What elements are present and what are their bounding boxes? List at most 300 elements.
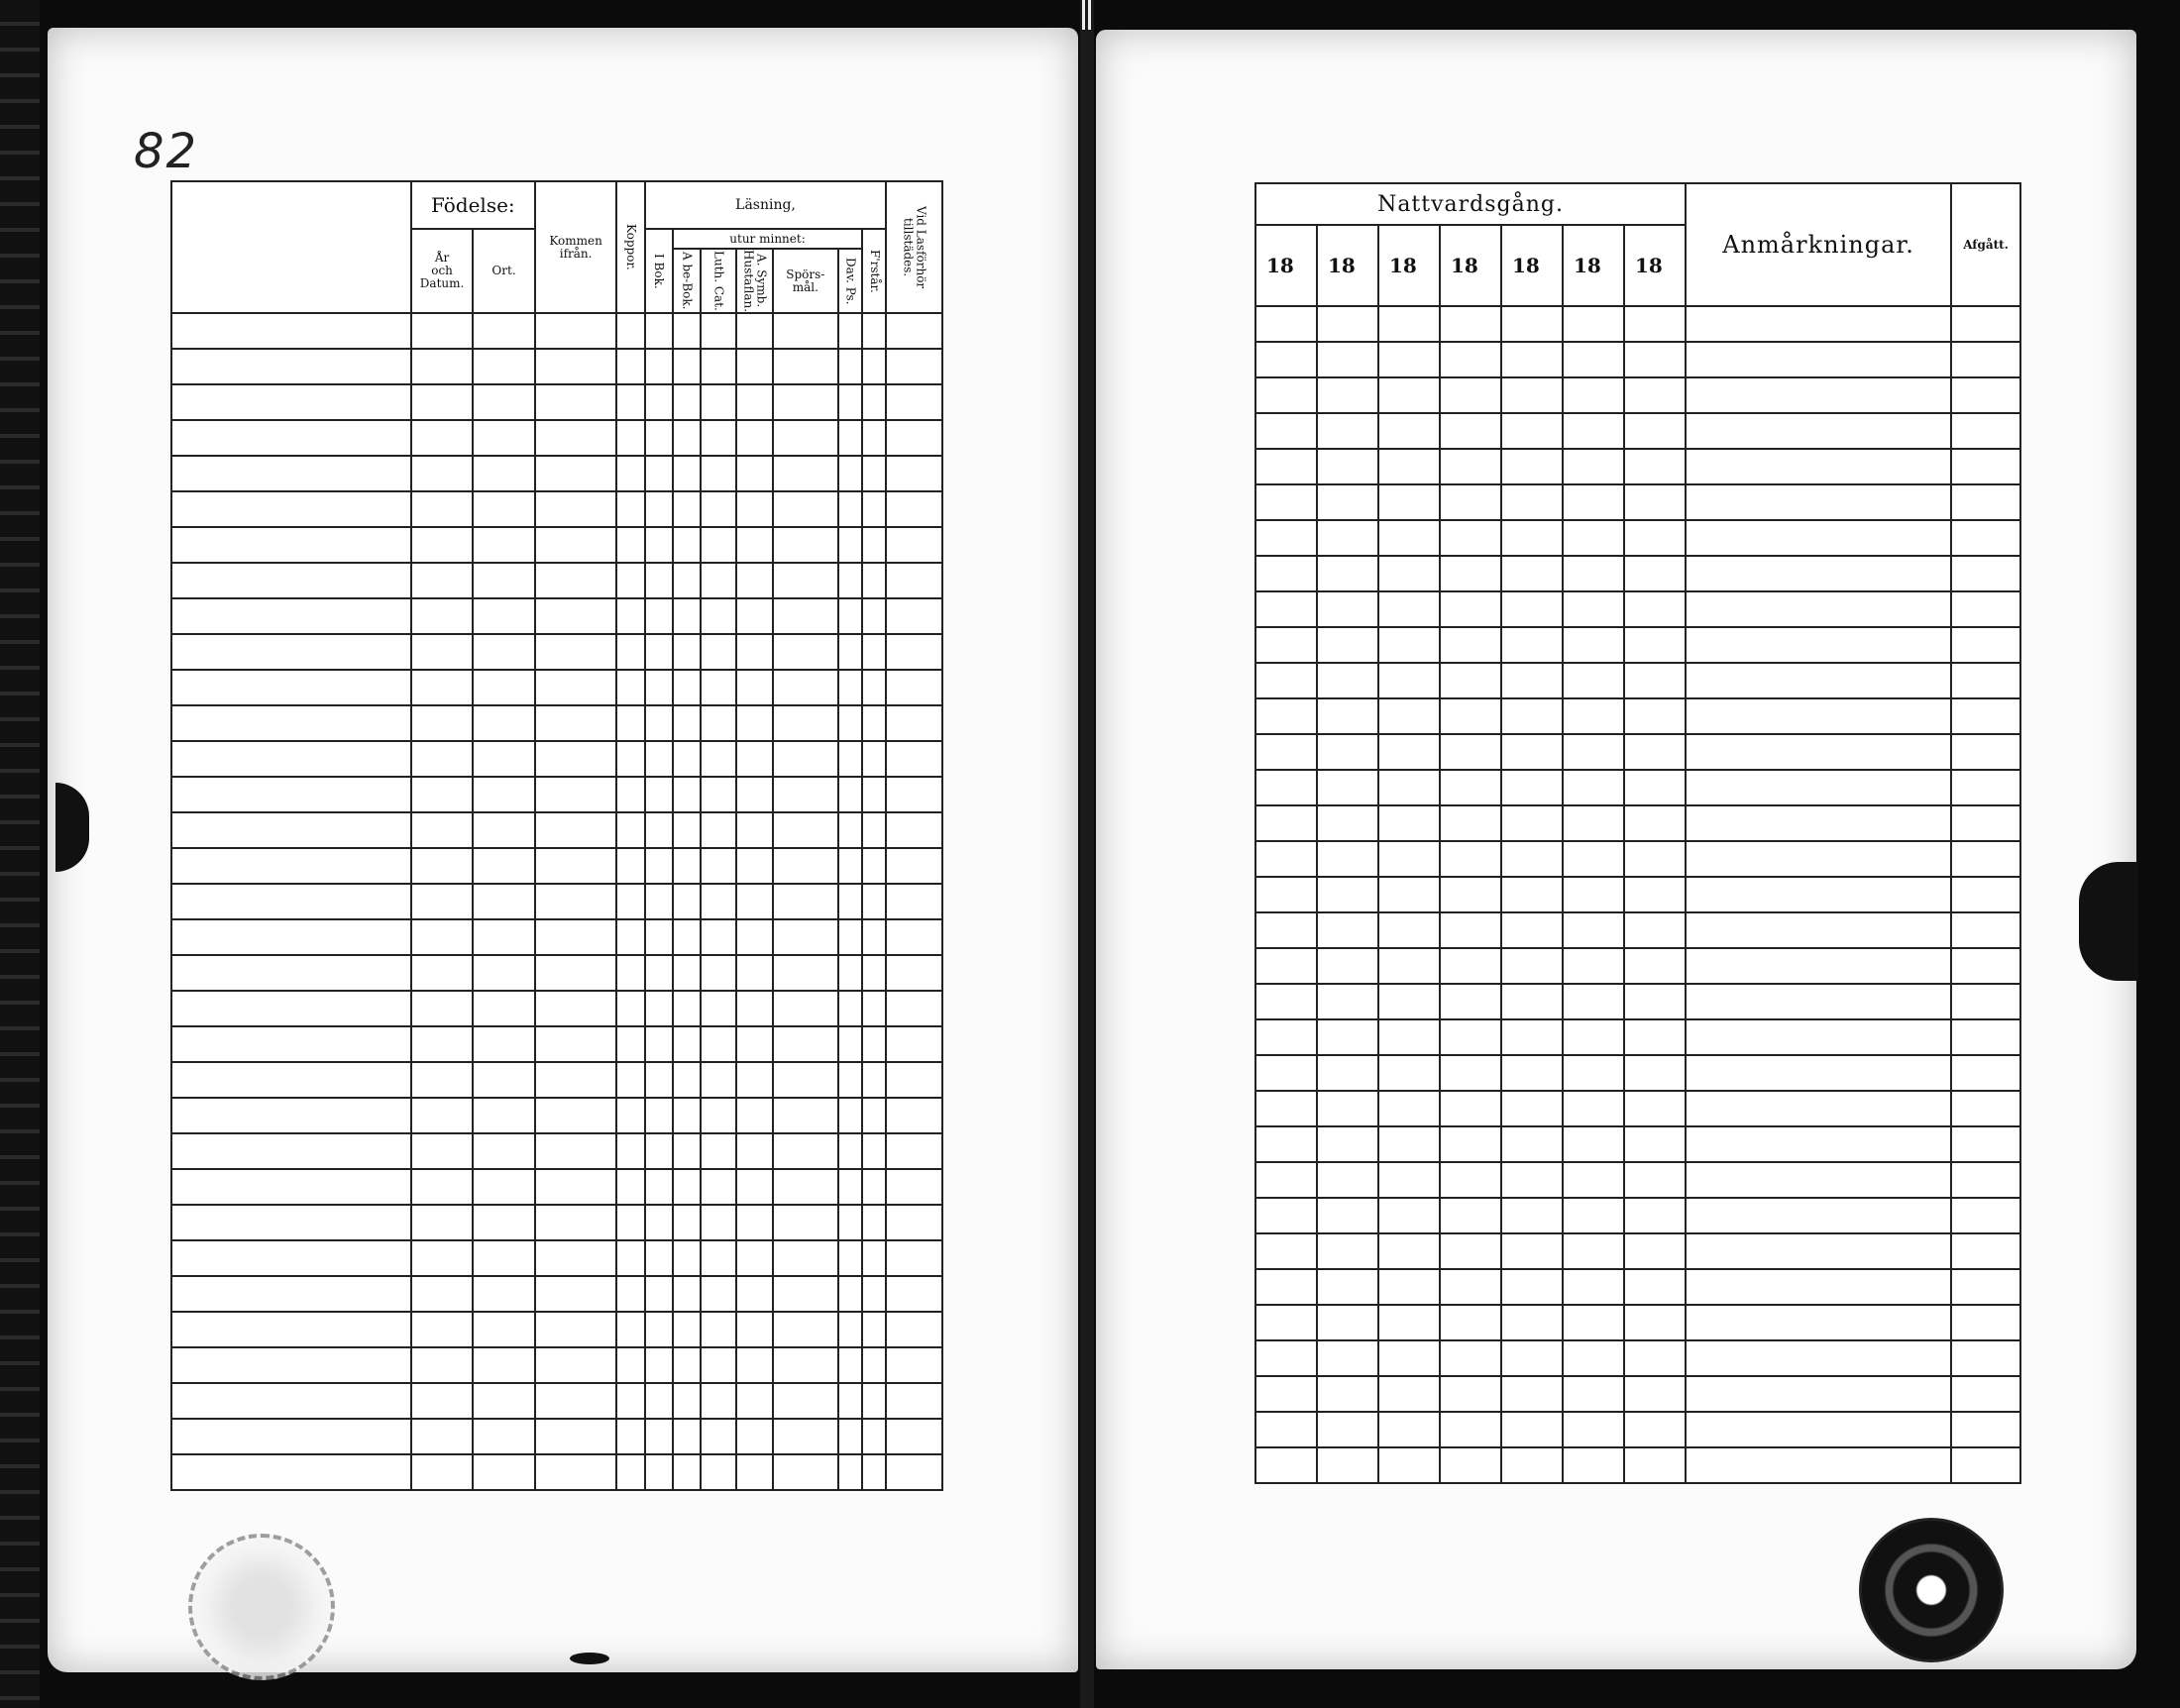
- table-cell: [838, 777, 862, 812]
- table-cell: [1624, 734, 1686, 770]
- table-cell: [645, 1312, 673, 1347]
- table-cell: [411, 1169, 473, 1205]
- table-cell: [773, 384, 839, 420]
- table-row: [1255, 805, 2020, 841]
- table-cell: [473, 884, 534, 919]
- table-cell: [473, 1062, 534, 1098]
- table-cell: [701, 1133, 736, 1169]
- table-cell: [701, 563, 736, 598]
- table-cell: [701, 1098, 736, 1133]
- table-cell: [1255, 1305, 1317, 1340]
- table-cell: [1440, 1162, 1501, 1198]
- table-cell: [838, 420, 862, 456]
- table-cell: [535, 777, 617, 812]
- table-cell: [1378, 1340, 1440, 1376]
- table-cell: [473, 1383, 534, 1419]
- table-cell: [1563, 663, 1624, 698]
- table-cell: [171, 420, 411, 456]
- table-cell: [473, 420, 534, 456]
- table-cell: [645, 848, 673, 884]
- table-cell: [862, 1454, 886, 1490]
- table-row: [171, 1062, 942, 1098]
- table-cell: [736, 777, 772, 812]
- table-cell: [1255, 770, 1317, 805]
- table-cell: [773, 1026, 839, 1062]
- table-cell: [535, 420, 617, 456]
- table-cell: [535, 955, 617, 991]
- table-cell: [701, 1312, 736, 1347]
- table-cell: [736, 527, 772, 563]
- table-cell: [473, 527, 534, 563]
- table-row: [171, 812, 942, 848]
- table-cell: [473, 384, 534, 420]
- table-cell: [1686, 1055, 1951, 1091]
- table-row: [1255, 1162, 2020, 1198]
- table-row: [1255, 520, 2020, 556]
- table-cell: [1255, 1198, 1317, 1233]
- table-row: [1255, 663, 2020, 698]
- table-cell: [1624, 770, 1686, 805]
- table-cell: [736, 1062, 772, 1098]
- table-cell: [171, 563, 411, 598]
- table-cell: [1501, 520, 1563, 556]
- table-cell: [838, 741, 862, 777]
- table-cell: [1440, 1447, 1501, 1483]
- table-cell: [862, 848, 886, 884]
- table-cell: [645, 1454, 673, 1490]
- table-cell: [673, 384, 701, 420]
- table-cell: [838, 527, 862, 563]
- table-cell: [1501, 1269, 1563, 1305]
- table-cell: [673, 812, 701, 848]
- table-cell: [673, 1276, 701, 1312]
- table-cell: [645, 919, 673, 955]
- table-row: [1255, 1340, 2020, 1376]
- table-cell: [1951, 627, 2020, 663]
- table-cell: [886, 884, 942, 919]
- table-cell: [1317, 484, 1378, 520]
- table-cell: [1563, 377, 1624, 413]
- table-cell: [736, 919, 772, 955]
- table-cell: [1317, 306, 1378, 342]
- table-cell: [645, 670, 673, 705]
- table-cell: [171, 741, 411, 777]
- table-cell: [171, 1454, 411, 1490]
- table-cell: [473, 1169, 534, 1205]
- table-cell: [1255, 841, 1317, 877]
- table-cell: [736, 1026, 772, 1062]
- table-cell: [773, 777, 839, 812]
- table-cell: [1440, 556, 1501, 591]
- table-cell: [473, 919, 534, 955]
- table-cell: [1255, 1447, 1317, 1483]
- table-cell: [773, 812, 839, 848]
- afgatt-header: Afgått.: [1951, 183, 2020, 306]
- table-cell: [616, 812, 644, 848]
- table-cell: [838, 1419, 862, 1454]
- table-cell: [1624, 591, 1686, 627]
- table-cell: [1624, 1019, 1686, 1055]
- table-cell: [1255, 1233, 1317, 1269]
- table-cell: [701, 313, 736, 349]
- table-cell: [862, 598, 886, 634]
- table-cell: [473, 955, 534, 991]
- table-cell: [736, 1240, 772, 1276]
- table-cell: [171, 705, 411, 741]
- table-cell: [1951, 449, 2020, 484]
- table-cell: [1317, 449, 1378, 484]
- table-cell: [1440, 484, 1501, 520]
- table-cell: [616, 1098, 644, 1133]
- archive-seal-stamp-dark: [1859, 1518, 2004, 1662]
- table-cell: [616, 1454, 644, 1490]
- table-cell: [1255, 1162, 1317, 1198]
- table-cell: [1624, 805, 1686, 841]
- table-cell: [645, 1026, 673, 1062]
- table-cell: [171, 919, 411, 955]
- table-cell: [473, 1419, 534, 1454]
- ort-header: Ort.: [473, 229, 534, 313]
- table-cell: [673, 1169, 701, 1205]
- table-cell: [171, 1098, 411, 1133]
- table-cell: [616, 634, 644, 670]
- table-cell: [701, 1347, 736, 1383]
- table-row: [171, 1312, 942, 1347]
- film-strip: [0, 0, 40, 1708]
- table-row: [171, 420, 942, 456]
- table-cell: [862, 384, 886, 420]
- table-cell: [773, 705, 839, 741]
- table-cell: [1255, 1269, 1317, 1305]
- table-cell: [773, 563, 839, 598]
- table-cell: [411, 1240, 473, 1276]
- table-cell: [1378, 734, 1440, 770]
- table-cell: [673, 1419, 701, 1454]
- table-cell: [473, 1240, 534, 1276]
- table-cell: [1951, 1162, 2020, 1198]
- table-cell: [1501, 1055, 1563, 1091]
- table-cell: [411, 705, 473, 741]
- table-cell: [1378, 770, 1440, 805]
- table-cell: [535, 812, 617, 848]
- table-cell: [838, 563, 862, 598]
- table-cell: [736, 456, 772, 491]
- table-cell: [1686, 1269, 1951, 1305]
- table-row: [171, 777, 942, 812]
- table-cell: [1501, 413, 1563, 449]
- table-cell: [862, 313, 886, 349]
- table-cell: [1624, 1126, 1686, 1162]
- table-cell: [736, 1347, 772, 1383]
- table-cell: [736, 1419, 772, 1454]
- table-cell: [838, 1133, 862, 1169]
- table-cell: [616, 991, 644, 1026]
- table-cell: [616, 1205, 644, 1240]
- table-cell: [645, 420, 673, 456]
- table-cell: [1501, 627, 1563, 663]
- table-cell: [736, 1169, 772, 1205]
- table-cell: [701, 349, 736, 384]
- table-cell: [701, 848, 736, 884]
- table-cell: [1686, 1233, 1951, 1269]
- table-cell: [1378, 1376, 1440, 1412]
- table-cell: [862, 1026, 886, 1062]
- table-cell: [535, 1026, 617, 1062]
- table-cell: [645, 634, 673, 670]
- table-row: [1255, 948, 2020, 984]
- table-cell: [171, 848, 411, 884]
- table-cell: [1378, 877, 1440, 912]
- table-row: [171, 1419, 942, 1454]
- table-cell: [701, 812, 736, 848]
- table-cell: [171, 812, 411, 848]
- table-cell: [1686, 449, 1951, 484]
- table-cell: [673, 563, 701, 598]
- left-register-table: [170, 180, 943, 1491]
- table-cell: [773, 919, 839, 955]
- table-cell: [616, 1312, 644, 1347]
- table-cell: [1317, 591, 1378, 627]
- table-cell: [736, 1205, 772, 1240]
- table-cell: [1317, 770, 1378, 805]
- table-cell: [171, 991, 411, 1026]
- table-row: [1255, 377, 2020, 413]
- table-cell: [473, 349, 534, 384]
- table-cell: [1378, 591, 1440, 627]
- table-cell: [171, 1026, 411, 1062]
- table-cell: [616, 1169, 644, 1205]
- table-row: [1255, 1447, 2020, 1483]
- table-cell: [838, 1062, 862, 1098]
- left-register-body: [171, 313, 942, 1490]
- table-cell: [736, 1098, 772, 1133]
- table-cell: [736, 384, 772, 420]
- table-cell: [1317, 663, 1378, 698]
- table-cell: [1624, 1340, 1686, 1376]
- table-cell: [1951, 1198, 2020, 1233]
- table-cell: [616, 1383, 644, 1419]
- table-cell: [616, 1062, 644, 1098]
- table-cell: [838, 1383, 862, 1419]
- table-cell: [1563, 1376, 1624, 1412]
- table-cell: [645, 1098, 673, 1133]
- table-cell: [773, 741, 839, 777]
- table-cell: [1440, 948, 1501, 984]
- table-cell: [1378, 948, 1440, 984]
- table-cell: [645, 313, 673, 349]
- table-cell: [616, 670, 644, 705]
- table-cell: [862, 955, 886, 991]
- table-cell: [1255, 1055, 1317, 1091]
- table-cell: [1317, 342, 1378, 377]
- table-cell: [1563, 1305, 1624, 1340]
- table-cell: [411, 777, 473, 812]
- table-cell: [862, 1383, 886, 1419]
- table-cell: [1501, 306, 1563, 342]
- table-cell: [1378, 449, 1440, 484]
- ink-blot: [570, 1653, 609, 1664]
- table-cell: [171, 1240, 411, 1276]
- table-cell: [701, 1026, 736, 1062]
- table-cell: [1951, 1055, 2020, 1091]
- table-cell: [1951, 1305, 2020, 1340]
- table-cell: [1255, 948, 1317, 984]
- table-cell: [1255, 591, 1317, 627]
- table-cell: [171, 349, 411, 384]
- table-cell: [1951, 377, 2020, 413]
- table-cell: [1563, 948, 1624, 984]
- table-cell: [616, 1026, 644, 1062]
- table-cell: [616, 456, 644, 491]
- kommen-ifran-header: Kommen ifrån.: [535, 181, 617, 313]
- table-cell: [1317, 1376, 1378, 1412]
- table-row: [171, 1098, 942, 1133]
- vid-lasforhor-header: [886, 181, 942, 313]
- table-cell: [1501, 556, 1563, 591]
- table-cell: [535, 313, 617, 349]
- table-cell: [1501, 1126, 1563, 1162]
- table-cell: [736, 598, 772, 634]
- table-cell: [773, 1312, 839, 1347]
- table-cell: [701, 1205, 736, 1240]
- table-cell: [1686, 520, 1951, 556]
- table-cell: [838, 1276, 862, 1312]
- table-cell: [616, 777, 644, 812]
- table-cell: [1255, 984, 1317, 1019]
- table-cell: [701, 1240, 736, 1276]
- table-cell: [616, 1276, 644, 1312]
- table-cell: [1317, 1055, 1378, 1091]
- table-cell: [1317, 520, 1378, 556]
- table-cell: [1686, 698, 1951, 734]
- nattvardsgang-header: Nattvardsgång.: [1255, 183, 1686, 225]
- table-cell: [1378, 1233, 1440, 1269]
- table-cell: [1440, 1412, 1501, 1447]
- table-cell: [886, 1026, 942, 1062]
- table-cell: [645, 741, 673, 777]
- table-cell: [171, 1347, 411, 1383]
- table-cell: [886, 1098, 942, 1133]
- table-cell: [1686, 663, 1951, 698]
- table-cell: [838, 598, 862, 634]
- table-cell: [1624, 984, 1686, 1019]
- table-cell: [1624, 1162, 1686, 1198]
- table-cell: [1440, 841, 1501, 877]
- table-cell: [1563, 805, 1624, 841]
- table-cell: [673, 491, 701, 527]
- table-cell: [1686, 841, 1951, 877]
- table-cell: [1255, 449, 1317, 484]
- table-cell: [411, 1419, 473, 1454]
- table-cell: [1501, 948, 1563, 984]
- table-cell: [773, 420, 839, 456]
- table-cell: [1624, 520, 1686, 556]
- table-cell: [1317, 413, 1378, 449]
- table-cell: [411, 634, 473, 670]
- table-cell: [535, 1098, 617, 1133]
- table-cell: [701, 705, 736, 741]
- table-cell: [1255, 1019, 1317, 1055]
- table-cell: [701, 1062, 736, 1098]
- table-cell: [1440, 663, 1501, 698]
- table-cell: [1624, 1091, 1686, 1126]
- table-cell: [1440, 342, 1501, 377]
- table-cell: [1440, 734, 1501, 770]
- table-cell: [1624, 484, 1686, 520]
- koppor-label: Koppor.: [624, 224, 638, 270]
- table-cell: [1440, 805, 1501, 841]
- table-cell: [411, 1276, 473, 1312]
- table-cell: [1624, 377, 1686, 413]
- table-cell: [862, 705, 886, 741]
- table-cell: [862, 527, 886, 563]
- table-cell: [171, 884, 411, 919]
- table-cell: [535, 491, 617, 527]
- table-cell: [616, 955, 644, 991]
- table-cell: [886, 812, 942, 848]
- table-cell: [411, 1312, 473, 1347]
- table-cell: [1951, 948, 2020, 984]
- table-cell: [535, 1240, 617, 1276]
- table-cell: [1440, 520, 1501, 556]
- table-cell: [1563, 306, 1624, 342]
- table-cell: [862, 812, 886, 848]
- table-cell: [1951, 984, 2020, 1019]
- table-cell: [645, 491, 673, 527]
- table-row: [1255, 1019, 2020, 1055]
- table-cell: [773, 598, 839, 634]
- table-cell: [1501, 342, 1563, 377]
- year-header-cell: 18: [1378, 225, 1440, 306]
- table-cell: [535, 991, 617, 1026]
- table-cell: [673, 1205, 701, 1240]
- table-cell: [1951, 841, 2020, 877]
- table-cell: [1317, 377, 1378, 413]
- table-cell: [1951, 556, 2020, 591]
- table-cell: [1563, 484, 1624, 520]
- table-cell: [1501, 912, 1563, 948]
- table-cell: [838, 1098, 862, 1133]
- table-cell: [862, 1419, 886, 1454]
- table-cell: [773, 1347, 839, 1383]
- table-cell: [773, 1240, 839, 1276]
- table-cell: [862, 1276, 886, 1312]
- table-cell: [1317, 805, 1378, 841]
- table-cell: [1440, 306, 1501, 342]
- table-cell: [1317, 1091, 1378, 1126]
- table-cell: [1378, 1019, 1440, 1055]
- table-cell: [171, 1276, 411, 1312]
- forstar-label: F'rstår.: [867, 249, 882, 293]
- table-row: [1255, 1376, 2020, 1412]
- table-cell: [673, 634, 701, 670]
- symb-hustaflan-label: A. Symb. Hustaflan.: [741, 250, 769, 313]
- table-cell: [1317, 556, 1378, 591]
- table-cell: [886, 1169, 942, 1205]
- table-cell: [701, 456, 736, 491]
- table-cell: [1563, 1091, 1624, 1126]
- table-cell: [673, 1026, 701, 1062]
- table-cell: [1255, 627, 1317, 663]
- table-cell: [1255, 877, 1317, 912]
- table-cell: [1563, 1447, 1624, 1483]
- table-cell: [1440, 627, 1501, 663]
- table-row: [171, 1383, 942, 1419]
- table-cell: [1624, 698, 1686, 734]
- table-cell: [1440, 449, 1501, 484]
- table-cell: [535, 848, 617, 884]
- table-cell: [411, 670, 473, 705]
